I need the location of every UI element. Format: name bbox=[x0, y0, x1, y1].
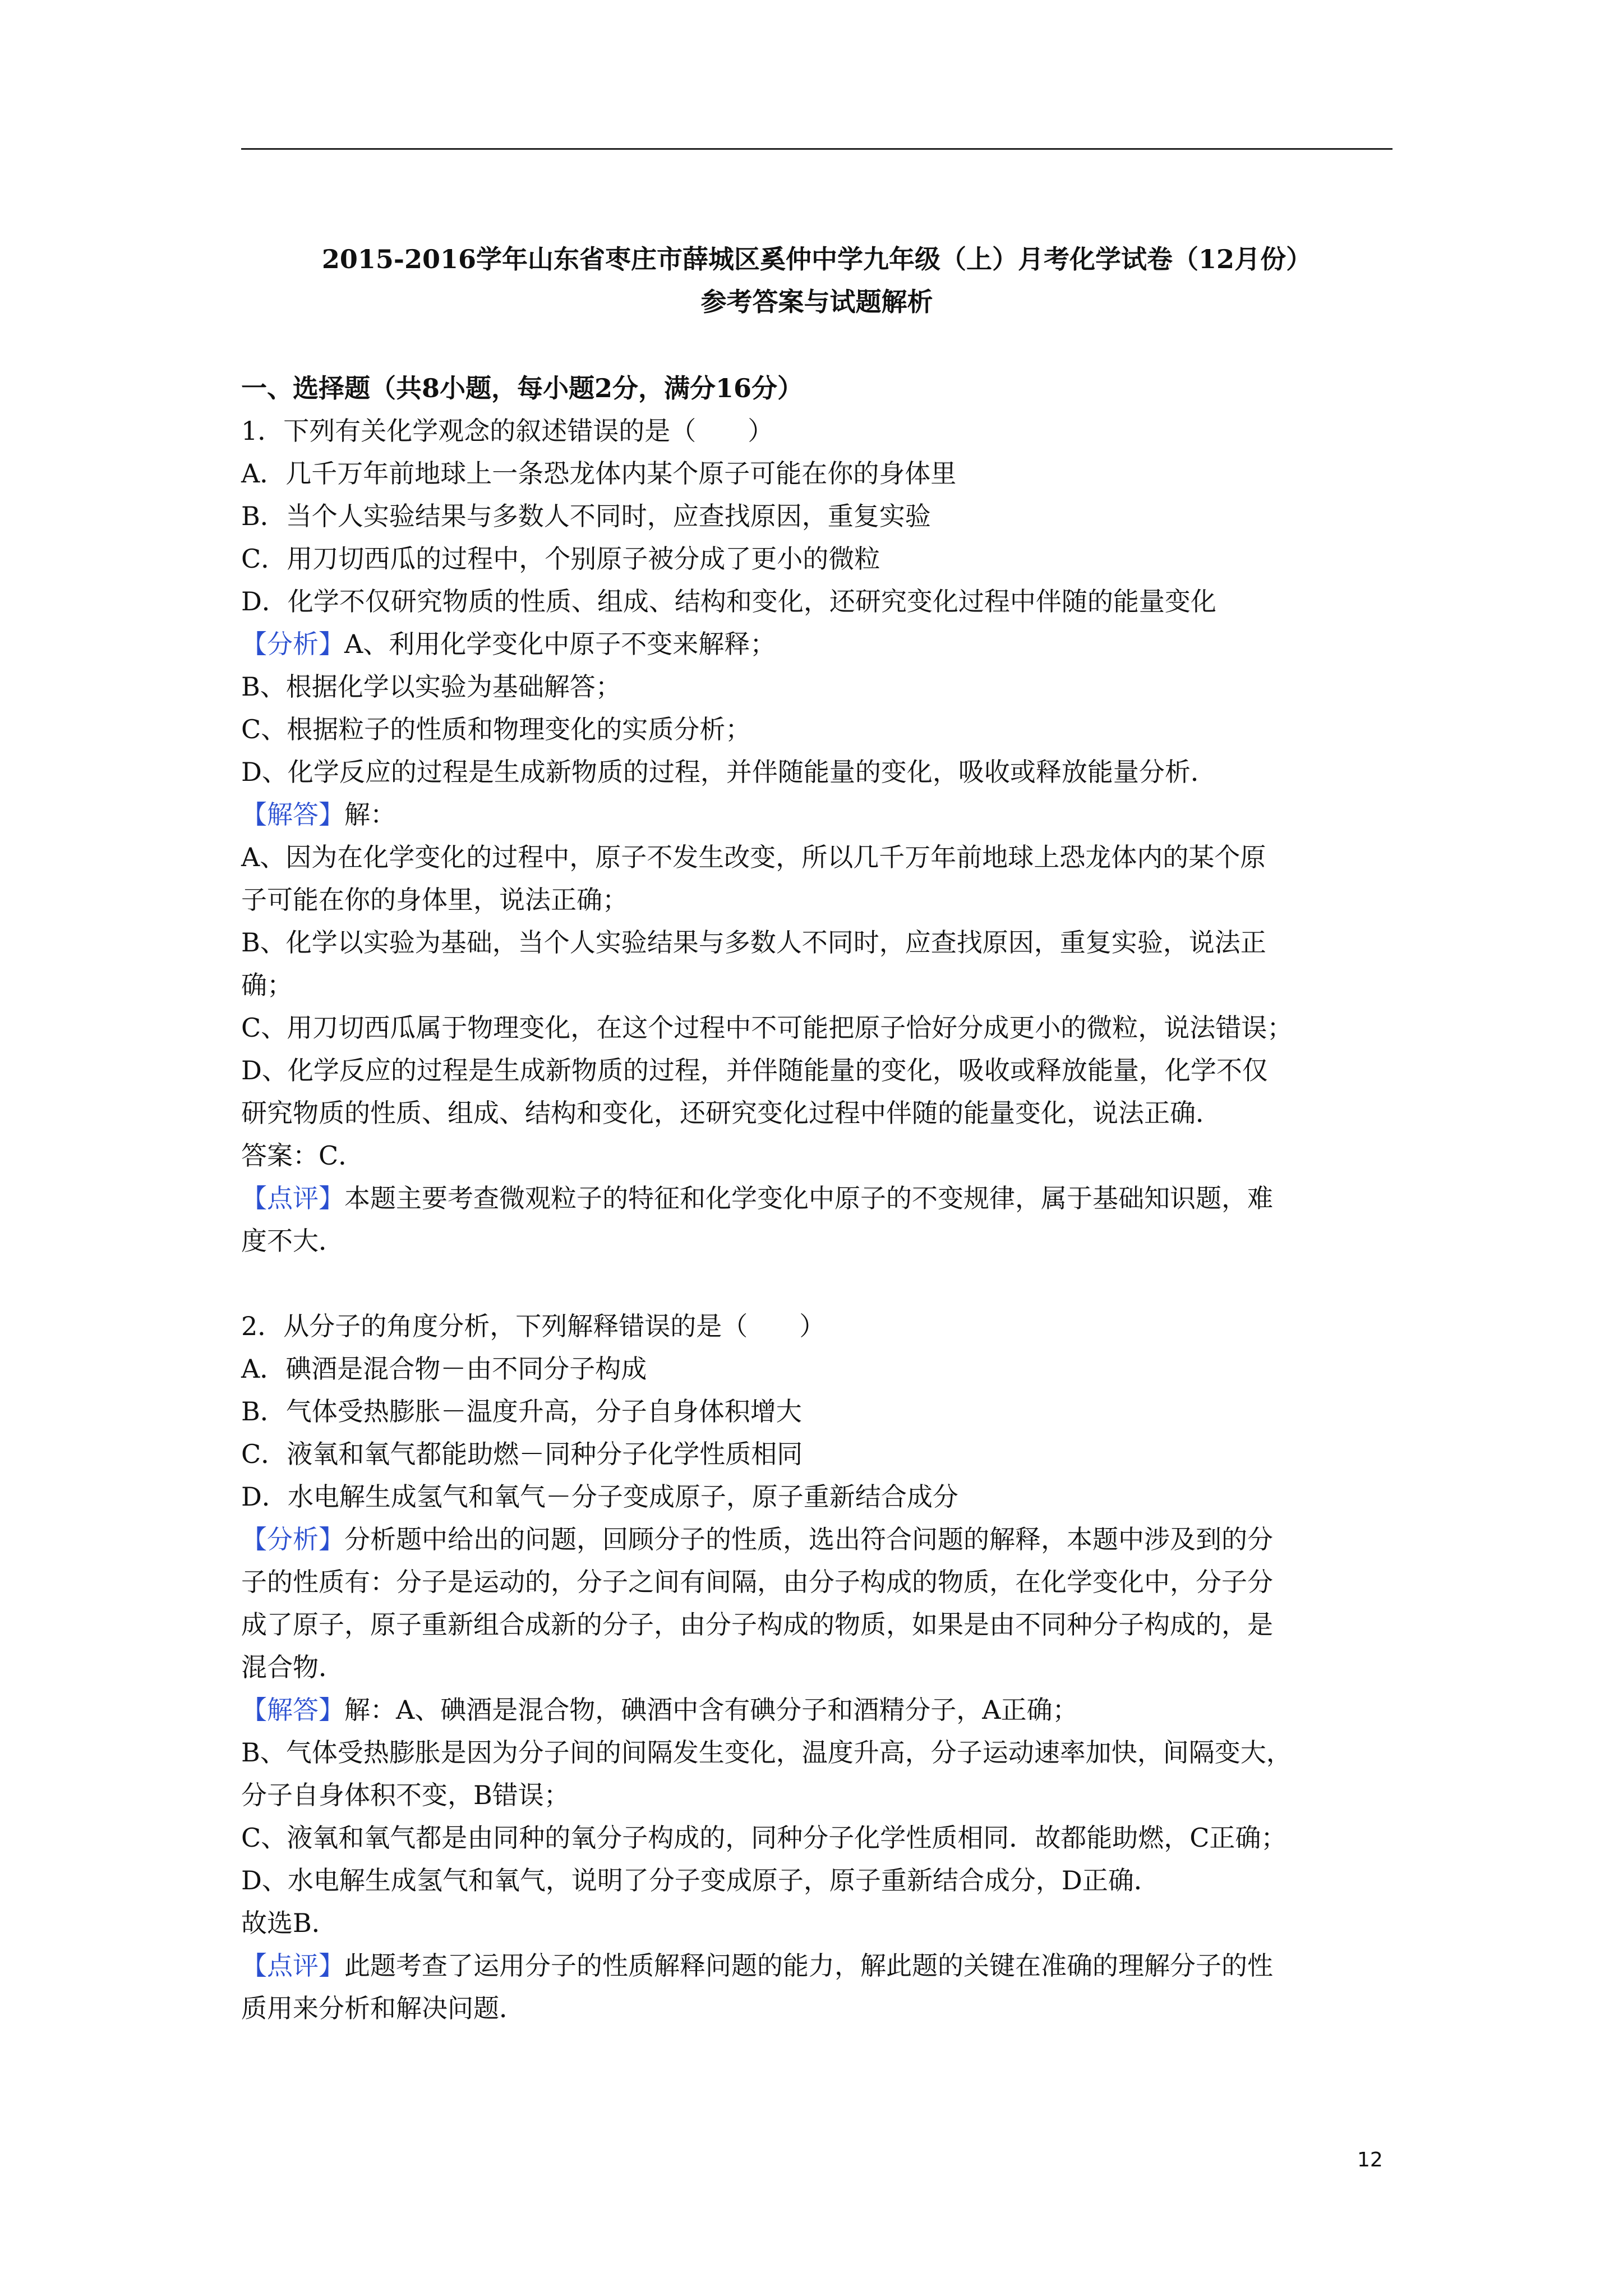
q2-analysis-line bbox=[241, 1522, 1273, 1556]
page-title: 2015-2016学年山东省枣庄市薛城区奚仲中学九年级（上）月考化学试卷（12月份） bbox=[321, 244, 1312, 274]
q2-answer-2: B、气体受热膨胀是因为分子间的间隔发生变化，温度升高，分子运动速率加快，间隔变大， bbox=[241, 1737, 1292, 1768]
q2-answer-line bbox=[241, 1693, 1078, 1727]
q2-analysis-tag: 【分析】 bbox=[241, 1524, 344, 1554]
header-rule bbox=[241, 148, 1393, 150]
q1-analysis-line bbox=[241, 627, 776, 661]
page-subtitle: 参考答案与试题解析 bbox=[700, 287, 933, 317]
q1-analysis-4: D、化学反应的过程是生成新物质的过程，并伴随能量的变化，吸收或释放能量分析． bbox=[241, 757, 1216, 787]
q1-answer-6: D、化学反应的过程是生成新物质的过程，并伴随能量的变化，吸收或释放能量，化学不仅 bbox=[241, 1055, 1268, 1085]
q2-answer-tag: 【解答】 bbox=[241, 1695, 344, 1725]
q1-comment-line bbox=[241, 1181, 1273, 1215]
q2-comment-line bbox=[241, 1949, 1273, 1982]
q1-option-b: B．当个人实验结果与多数人不同时，应查找原因，重复实验 bbox=[241, 501, 931, 531]
q1-analysis-text: A、利用化学变化中原子不变来解释； bbox=[344, 629, 776, 659]
q1-answer-4: 确； bbox=[241, 970, 293, 1000]
q2-option-d: D．水电解生成氢气和氧气－分子变成原子，原子重新结合成分 bbox=[241, 1481, 958, 1512]
q1-answer-tag: 【解答】 bbox=[241, 799, 344, 830]
q1-comment-tag: 【点评】 bbox=[241, 1183, 344, 1213]
q2-comment-2: 质用来分析和解决问题． bbox=[241, 1993, 525, 2023]
q2-option-b: B．气体受热膨胀－温度升高，分子自身体积增大 bbox=[241, 1396, 802, 1427]
q1-answer-7: 研究物质的性质、组成、结构和变化，还研究变化过程中伴随的能量变化，说法正确． bbox=[241, 1098, 1221, 1128]
q2-stem: 2．从分子的角度分析，下列解释错误的是（ ） bbox=[241, 1311, 826, 1341]
q2-final-answer: 故选B． bbox=[241, 1908, 338, 1938]
q2-answer-3: 分子自身体积不变，B错误； bbox=[241, 1780, 570, 1810]
q1-final-answer: 答案：C． bbox=[241, 1140, 365, 1171]
q1-answer-2: 子可能在你的身体里，说法正确； bbox=[241, 885, 628, 915]
q1-option-a: A．几千万年前地球上一条恐龙体内某个原子可能在你的身体里 bbox=[241, 458, 957, 489]
q2-analysis-2: 子的性质有：分子是运动的，分子之间有间隔，由分子构成的物质，在化学变化中，分子分 bbox=[241, 1567, 1273, 1597]
q1-analysis-2: B、根据化学以实验为基础解答； bbox=[241, 671, 621, 702]
q2-answer-text: 解：A、碘酒是混合物，碘酒中含有碘分子和酒精分子，A正确； bbox=[344, 1695, 1078, 1725]
q1-stem: 1．下列有关化学观念的叙述错误的是（ ） bbox=[241, 416, 774, 446]
q1-answer-1: A、因为在化学变化的过程中，原子不发生改变，所以几千万年前地球上恐龙体内的某个原 bbox=[241, 842, 1266, 872]
q1-answer-5: C、用刀切西瓜属于物理变化，在这个过程中不可能把原子恰好分成更小的微粒，说法错误； bbox=[241, 1013, 1293, 1043]
q2-analysis-3: 成了原子，原子重新组合成新的分子，由分子构成的物质，如果是由不同种分子构成的，是 bbox=[241, 1609, 1273, 1640]
q1-option-d: D．化学不仅研究物质的性质、组成、结构和变化，还研究变化过程中伴随的能量变化 bbox=[241, 586, 1216, 616]
q1-answer-intro: 解： bbox=[344, 799, 396, 830]
q2-answer-4: C、液氧和氧气都是由同种的氧分子构成的，同种分子化学性质相同．故都能助燃，C正确； bbox=[241, 1823, 1287, 1853]
q2-analysis-text: 分析题中给出的问题，回顾分子的性质，选出符合问题的解释，本题中涉及到的分 bbox=[344, 1524, 1273, 1554]
page-number: 12 bbox=[1357, 2148, 1383, 2171]
q2-analysis-4: 混合物． bbox=[241, 1652, 344, 1682]
q1-analysis-3: C、根据粒子的性质和物理变化的实质分析； bbox=[241, 714, 751, 744]
q1-comment-text: 本题主要考查微观粒子的特征和化学变化中原子的不变规律，属于基础知识题，难 bbox=[344, 1183, 1273, 1213]
q2-option-a: A．碘酒是混合物－由不同分子构成 bbox=[241, 1354, 647, 1384]
q2-comment-tag: 【点评】 bbox=[241, 1950, 344, 1981]
q1-option-c: C．用刀切西瓜的过程中，个别原子被分成了更小的微粒 bbox=[241, 544, 880, 574]
q1-answer-3: B、化学以实验为基础，当个人实验结果与多数人不同时，应查找原因，重复实验，说法正 bbox=[241, 927, 1266, 958]
q1-analysis-tag: 【分析】 bbox=[241, 629, 344, 659]
q2-answer-5: D、水电解生成氢气和氧气，说明了分子变成原子，原子重新结合成分，D正确． bbox=[241, 1865, 1160, 1895]
q1-comment-2: 度不大． bbox=[241, 1226, 344, 1256]
q1-answer-line bbox=[241, 798, 396, 831]
section-title: 一、选择题（共8小题，每小题2分，满分16分） bbox=[241, 373, 804, 403]
q2-option-c: C．液氧和氧气都能助燃－同种分子化学性质相同 bbox=[241, 1439, 803, 1469]
q2-comment-text: 此题考查了运用分子的性质解释问题的能力，解此题的关键在准确的理解分子的性 bbox=[344, 1950, 1273, 1981]
